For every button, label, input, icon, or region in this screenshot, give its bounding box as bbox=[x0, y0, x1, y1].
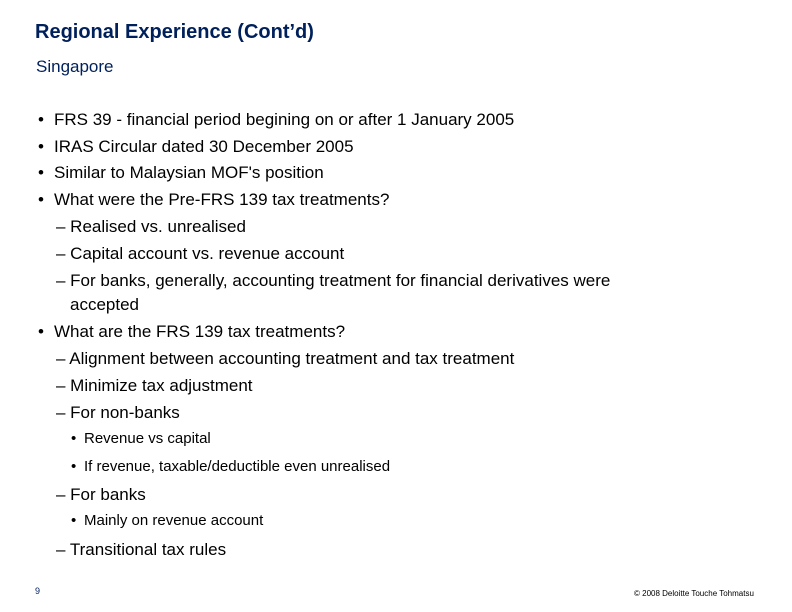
bullet-marker: • bbox=[38, 137, 44, 156]
list-item: – For banks bbox=[56, 485, 146, 504]
list-item: Similar to Malaysian MOF's position bbox=[54, 163, 324, 182]
copyright-notice: © 2008 Deloitte Touche Tohmatsu bbox=[634, 589, 754, 598]
list-item: – Alignment between accounting treatment and tax treatment bbox=[56, 349, 515, 368]
bullet-marker: • bbox=[71, 512, 77, 529]
list-item: If revenue, taxable/deductible even unrealised bbox=[84, 458, 391, 475]
slide-subtitle: Singapore bbox=[36, 57, 114, 76]
bullet-marker: • bbox=[38, 190, 44, 209]
list-item: – Minimize tax adjustment bbox=[56, 376, 253, 395]
list-item: – Transitional tax rules bbox=[56, 540, 227, 559]
list-item: – Realised vs. unrealised bbox=[56, 217, 246, 236]
list-item: – For banks, generally, accounting treatment for financial derivatives were bbox=[56, 271, 611, 290]
bullet-marker: • bbox=[38, 110, 44, 129]
bullet-marker: • bbox=[71, 458, 77, 475]
list-item: What were the Pre-FRS 139 tax treatments? bbox=[54, 190, 390, 209]
list-item: accepted bbox=[70, 295, 139, 314]
page-number: 9 bbox=[35, 586, 41, 596]
list-item: What are the FRS 139 tax treatments? bbox=[54, 322, 346, 341]
list-item: Revenue vs capital bbox=[84, 430, 211, 447]
list-item: – Capital account vs. revenue account bbox=[56, 244, 345, 263]
list-item: – For non-banks bbox=[56, 403, 180, 422]
bullet-marker: • bbox=[38, 163, 44, 182]
bullet-marker: • bbox=[38, 322, 44, 341]
bullet-marker: • bbox=[71, 430, 77, 447]
list-item: FRS 39 - financial period begining on or after 1 January 2005 bbox=[54, 110, 515, 129]
list-item: Mainly on revenue account bbox=[84, 512, 264, 529]
list-item: IRAS Circular dated 30 December 2005 bbox=[54, 137, 354, 156]
slide-title: Regional Experience (Cont’d) bbox=[35, 21, 314, 43]
